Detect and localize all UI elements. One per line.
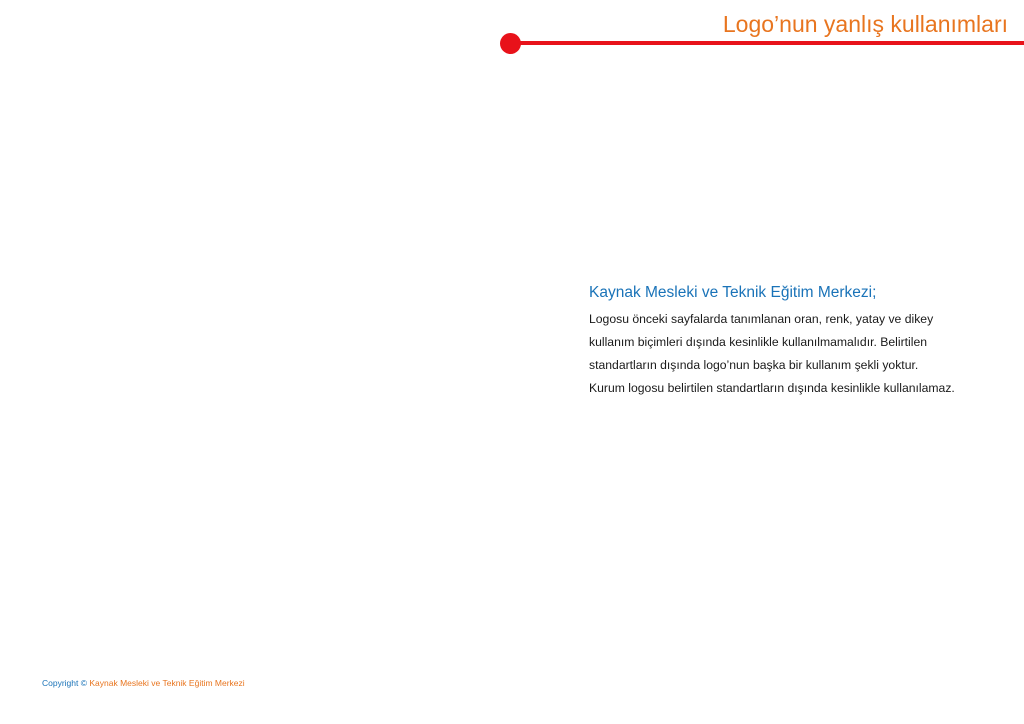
footer-organization: Kaynak Mesleki ve Teknik Eğitim Merkezi <box>89 678 245 688</box>
body-line-1: Logosu önceki sayfalarda tanımlanan oran, renk, yatay ve dikey <box>589 312 934 326</box>
footer <box>42 677 245 689</box>
title-underline-rule <box>508 41 1024 45</box>
body-paragraph <box>589 308 955 400</box>
footer-copyright: Copyright © <box>42 678 88 688</box>
body-line-3: standartların dışında logo’nun başka bir kullanım şekli yoktur. <box>589 358 919 372</box>
body-line-2: kullanım biçimleri dışında kesinlikle kullanılmamalıdır. Belirtilen <box>589 335 927 349</box>
page-title: Logo’nun yanlış kullanımları <box>722 11 1008 37</box>
section-heading: Kaynak Mesleki ve Teknik Eğitim Merkezi; <box>589 284 877 301</box>
body-line-4: Kurum logosu belirtilen standartların dışında kesinlikle kullanılamaz. <box>589 381 955 395</box>
title-bullet-dot <box>500 33 521 54</box>
